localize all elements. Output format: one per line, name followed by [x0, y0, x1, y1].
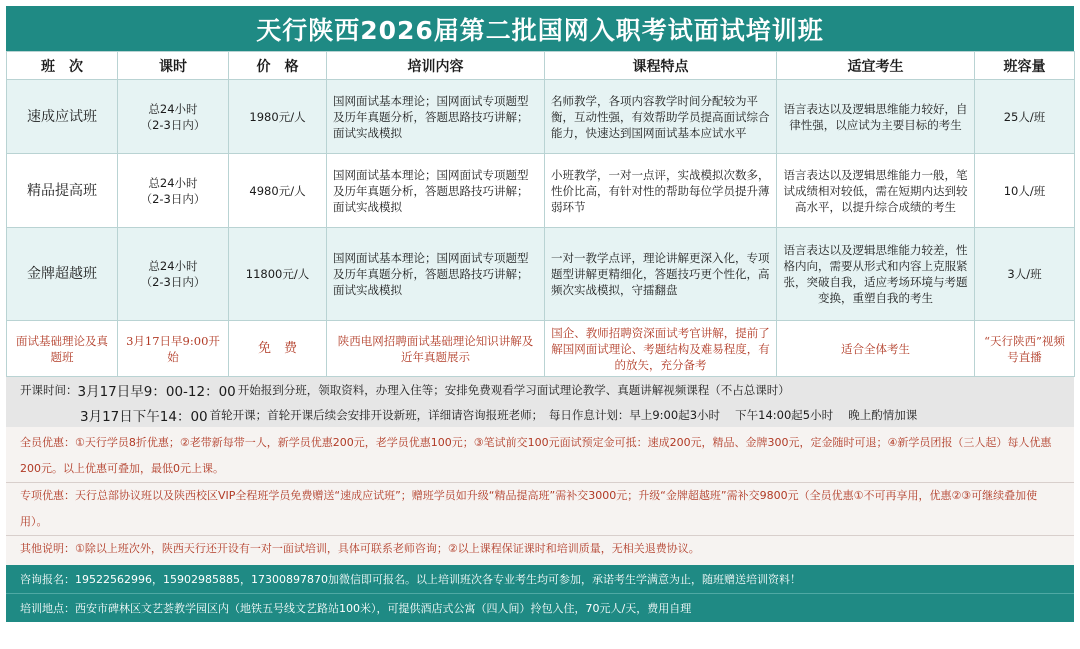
course-hours	[118, 80, 229, 154]
page-title: 天行陕西2026届第二批国网入职考试面试培训班	[6, 6, 1074, 51]
schedule-label: 开课时间：	[20, 382, 78, 397]
course-name: 速成应试班	[7, 80, 118, 154]
course-content: 国网面试基本理论；国网面试专项题型及历年真题分析，答题思路技巧讲解；面试实战模拟	[327, 80, 545, 154]
table-row	[7, 228, 1075, 321]
free-class-price: 免 费	[229, 321, 327, 377]
course-capacity: 10人/班	[975, 154, 1075, 228]
course-capacity: 25人/班	[975, 80, 1075, 154]
table-header-row	[7, 52, 1075, 80]
course-audience: 语言表达以及逻辑思维能力一般，笔试成绩相对较低，需在短期内达到较高水平，以提升综合成绩的考生	[777, 154, 975, 228]
table-row	[7, 80, 1075, 154]
free-class-time: 3月17日早9:00开始	[118, 321, 229, 377]
schedule-text-2: 首轮开课；首轮开课后续会安排开设新班，详细请咨询报班老师； 每日作息计划：早上9:00起3小时 下午14:00起5小时 晚上酌情加课	[209, 407, 918, 422]
course-name: 精品提高班	[7, 154, 118, 228]
promo-other: 其他说明：①除以上班次外，陕西天行还开设有一对一面试培训，具体可联系老师咨询；②以上课程保证课时和培训质量，无相关退费协议。	[20, 542, 700, 555]
free-class-capacity: “天行陕西”视频号直播	[975, 321, 1075, 377]
hours-days: （2-3日内）	[140, 275, 206, 289]
free-class-audience: 适合全体考生	[777, 321, 975, 377]
course-hours	[118, 154, 229, 228]
course-features: 一对一教学点评，理论讲解更深入化，专项题型讲解更精细化，答题技巧更个性化，高频次实战模拟，守擂翻盘	[545, 228, 777, 321]
course-features: 名师教学，各项内容教学时间分配较为平衡，互动性强，有效帮助学员提高面试综合能力，快速达到国网面试基本应试水平	[545, 80, 777, 154]
free-class-features: 国企、教师招聘资深面试考官讲解，提前了解国网面试理论、考题结构及难易程度，有的放矢，充分备考	[545, 321, 777, 377]
course-audience: 语言表达以及逻辑思维能力较好，自律性强，以应试为主要目标的考生	[777, 80, 975, 154]
course-content: 国网面试基本理论；国网面试专项题型及历年真题分析，答题思路技巧讲解；面试实战模拟	[327, 154, 545, 228]
header-capacity: 班容量	[975, 52, 1075, 80]
course-price: 4980元/人	[229, 154, 327, 228]
header-content: 培训内容	[327, 52, 545, 80]
header-class: 班 次	[7, 52, 118, 80]
hours-days: （2-3日内）	[140, 117, 206, 132]
hours-days: （2-3日内）	[140, 191, 206, 206]
course-features: 小班教学，一对一点评，实战模拟次数多，性价比高，有针对性的帮助每位学员提升薄弱环节	[545, 154, 777, 228]
schedule-section	[6, 377, 1074, 427]
schedule-line-2	[6, 402, 1074, 427]
course-content: 国网面试基本理论；国网面试专项题型及历年真题分析，答题思路技巧讲解；面试实战模拟	[327, 228, 545, 321]
promo-section	[6, 427, 1074, 565]
schedule-date-1: 3月17日早9：00-12：00	[77, 383, 236, 400]
promo-special: 专项优惠：天行总部协议班以及陕西校区VIP全程班学员免费赠送“速成应试班”；赠班学员如升级“精品提高班”需补交3000元；升级“金牌超越班”需补交9800元（全员优惠①不可再享用，优惠②③可继续叠加使用）。	[20, 489, 1038, 528]
free-class-row	[7, 321, 1075, 377]
contact-line: 咨询报名：19522562996，15902985885，17300897870加微信即可报名。以上培训班次各专业考生均可参加，承诺考生学满意为止，随班赠送培训资料！	[20, 573, 801, 586]
footer	[6, 565, 1074, 622]
location-line: 培训地点：西安市碑林区文艺荟教学园区内（地铁五号线文艺路站100米），可提供酒店式公寓（四人间）拎包入住，70元人/天，费用自理	[20, 602, 692, 615]
header-price: 价 格	[229, 52, 327, 80]
course-audience: 语言表达以及逻辑思维能力较差，性格内向，需要从形式和内容上克服紧张，突破自我，适应考场环境与考题变换，重塑自我的考生	[777, 228, 975, 321]
course-price: 1980元/人	[229, 80, 327, 154]
course-capacity: 3人/班	[975, 228, 1075, 321]
schedule-text-1: 开始报到分班，领取资料，办理入住等；安排免费观看学习面试理论教学、真题讲解视频课程（不占总课时）	[237, 382, 790, 397]
free-class-content: 陕西电网招聘面试基础理论知识讲解及近年真题展示	[327, 321, 545, 377]
course-table	[6, 51, 1075, 377]
header-features: 课程特点	[545, 52, 777, 80]
header-audience: 适宜考生	[777, 52, 975, 80]
free-class-name: 面试基础理论及真题班	[7, 321, 118, 377]
course-name: 金牌超越班	[7, 228, 118, 321]
schedule-date-2: 3月17日下午14：00	[80, 408, 208, 425]
header-hours: 课时	[118, 52, 229, 80]
course-price: 11800元/人	[229, 228, 327, 321]
hours-total: 总24小时	[148, 259, 198, 273]
table-row	[7, 154, 1075, 228]
promo-all: 全员优惠：①天行学员8折优惠；②老带新每带一人，新学员优惠200元，老学员优惠100元；③笔试前交100元面试预定金可抵：速成200元，精品、金牌300元，定金随时可退；④新学员团报（三人起）每人优惠200元。以上优惠可叠加，最低0元上课。	[20, 436, 1052, 475]
hours-total: 总24小时	[148, 175, 198, 190]
course-hours	[118, 228, 229, 321]
hours-total: 总24小时	[148, 101, 198, 116]
schedule-line-1	[6, 377, 1074, 402]
